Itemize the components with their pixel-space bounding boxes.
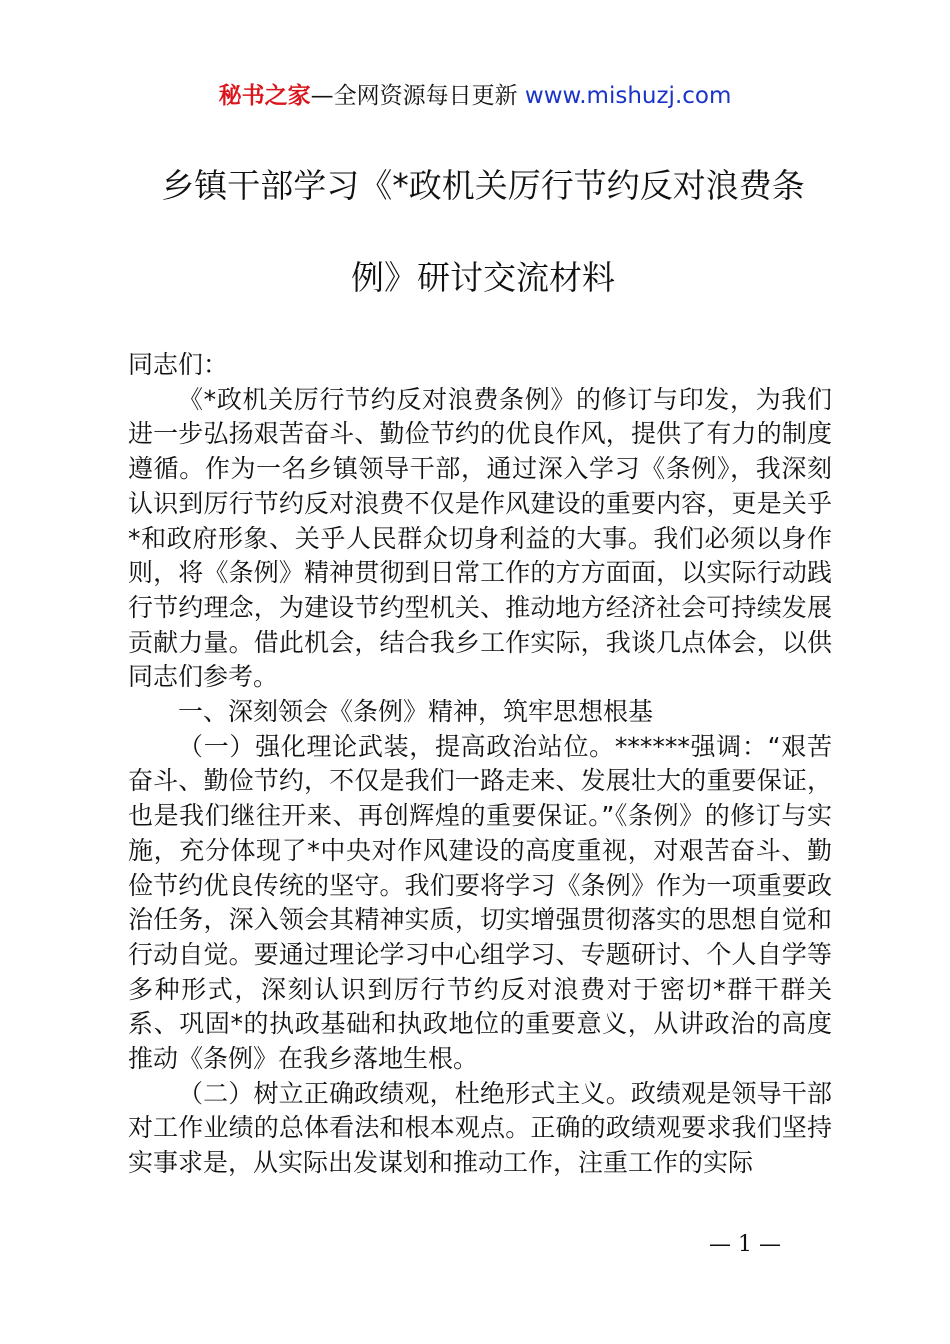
document-title-line-2: 例》研讨交流材料	[351, 258, 615, 297]
greeting: 同志们：	[128, 350, 229, 379]
site-header	[0, 80, 950, 112]
document-title-line-1: 乡镇干部学习《*政机关厉行节约反对浪费条	[161, 166, 805, 205]
section-heading: 一、深刻领会《条例》精神，筑牢思想根基	[178, 697, 654, 727]
site-slogan: —全网资源每日更新	[310, 83, 525, 109]
site-brand: 秘书之家	[218, 83, 311, 109]
body-paragraph: （一）强化理论武装，提高政治站位。******强调：“艰苦奋斗、勤俭节约，不仅是我们一路走来、发展壮大的重要保证，也是我们继往开来、再创辉煌的重要保证。”《条例》的修订与实施，充分体现了*中央对作风建设的高度重视，对艰苦奋斗、勤俭节约优良传统的坚守。我们要将学习《条例》作为一项重要政治任务，深入领会其精神实质，切实增强贯彻落实的思想自觉和行动自觉。要通过理论学习中心组学习、专题研讨、个人自学等多种形式，深刻认识到厉行节约反对浪费对于密切*群干群关系、巩固*的执政基础和执政地位的重要意义，从讲政治的高度推动《条例》在我乡落地生根。	[128, 731, 832, 1074]
site-url-link[interactable]: www.mishuzj.com	[524, 83, 732, 109]
intro-paragraph: 《*政机关厉行节约反对浪费条例》的修订与印发，为我们进一步弘扬艰苦奋斗、勤俭节约的优良作风，提供了有力的制度遵循。作为一名乡镇领导干部，通过深入学习《条例》，我深刻认识到厉行节约反对浪费不仅是作风建设的重要内容，更是关乎*和政府形象、关乎人民群众切身利益的大事。我们必须以身作则，将《条例》精神贯彻到日常工作的方方面面，以实际行动践行节约理念，为建设节约型机关、推动地方经济社会可持续发展贡献力量。借此机会，结合我乡工作实际，我谈几点体会，以供同志们参考。	[128, 384, 832, 692]
page-number: — 1 —	[709, 1232, 781, 1257]
body-paragraph: （二）树立正确政绩观，杜绝形式主义。政绩观是领导干部对工作业绩的总体看法和根本观点。正确的政绩观要求我们坚持实事求是，从实际出发谋划和推动工作，注重工作的实际	[128, 1078, 832, 1178]
document-body	[128, 348, 832, 1181]
